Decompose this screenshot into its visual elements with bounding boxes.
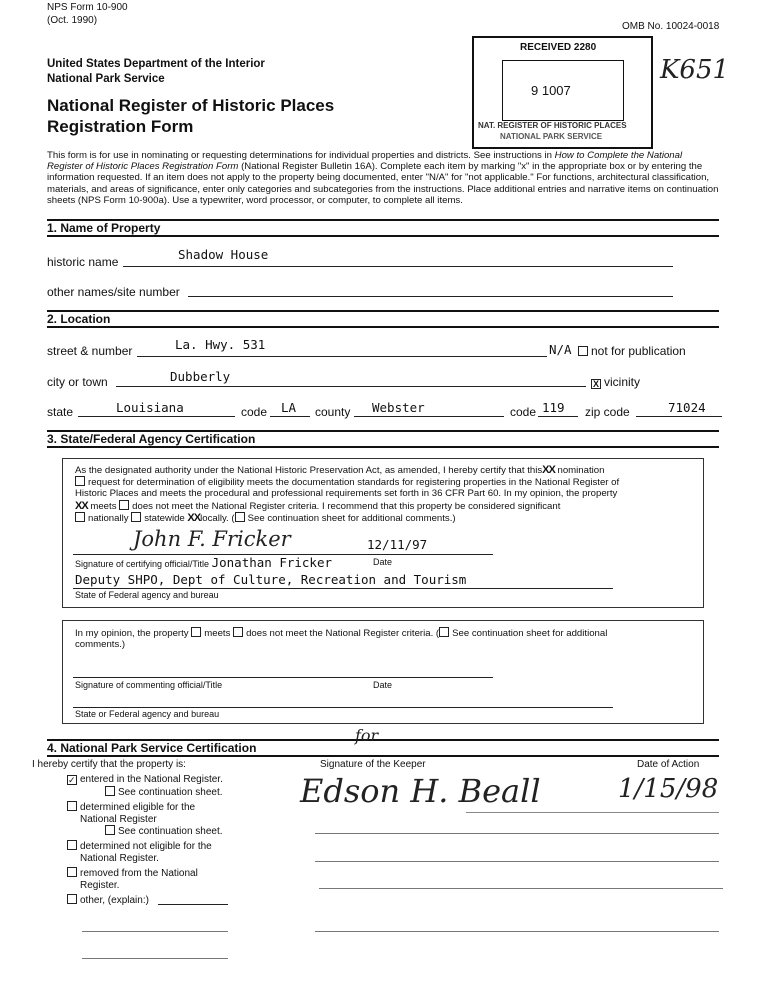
zip-field[interactable]: 71024 bbox=[668, 400, 706, 415]
signature-label: Signature of certifying official/Title Jonathan Fricker bbox=[75, 555, 333, 570]
agency: National Park Service bbox=[47, 73, 165, 85]
opinion-meets-checkbox[interactable] bbox=[191, 627, 201, 637]
page-title: National Register of Historic Places bbox=[47, 96, 335, 115]
form-number: NPS Form 10-900 bbox=[47, 2, 128, 13]
divider bbox=[47, 310, 719, 312]
instructions-bulletin-title: How to Complete the National Register of Historic Places Registration Form bbox=[47, 150, 683, 173]
county-code-label: code bbox=[510, 405, 537, 419]
explain-line bbox=[82, 931, 228, 932]
agency-label-2: State or Federal agency and bureau bbox=[75, 709, 220, 719]
omb-number: OMB No. 10024-0018 bbox=[622, 21, 720, 32]
date-label: Date bbox=[373, 557, 393, 567]
county-label: county bbox=[315, 405, 351, 419]
underline bbox=[78, 416, 235, 417]
stamp-date: 9 1007 bbox=[531, 83, 571, 98]
vicinity-checkbox[interactable] bbox=[591, 375, 640, 389]
certification-line-5: nationally statewide XXlocally. ( See continuation sheet for additional comments.) bbox=[75, 512, 456, 525]
stamp-line2: NATIONAL PARK SERVICE bbox=[500, 132, 603, 141]
section-4-title: 4. National Park Service Certification bbox=[47, 741, 257, 755]
street-label: street & number bbox=[47, 344, 133, 358]
commenting-official-box bbox=[62, 620, 704, 724]
certifying-signature: John F. Fricker bbox=[133, 527, 291, 551]
statewide-checkbox[interactable] bbox=[131, 512, 141, 522]
certification-date: 12/11/97 bbox=[367, 537, 428, 552]
see-continuation-checkbox[interactable] bbox=[235, 512, 245, 522]
opinion-line-2: comments.) bbox=[75, 639, 126, 650]
meets-mark[interactable]: XX bbox=[75, 500, 88, 512]
eligible-checkbox[interactable]: determined eligible for the National Register bbox=[67, 801, 195, 826]
for-note: for bbox=[355, 726, 379, 745]
agency-line bbox=[73, 707, 613, 708]
divider bbox=[47, 235, 719, 237]
historic-name-field[interactable]: Shadow House bbox=[178, 247, 269, 262]
instructions-text: This form is for use in nominating or requesting determinations for individual properties and districts. See instructions in bbox=[47, 150, 555, 161]
agency-bureau: Deputy SHPO, Dept of Culture, Recreation and Tourism bbox=[75, 572, 467, 587]
other-checkbox[interactable]: other, (explain:) bbox=[67, 894, 149, 906]
form-date: (Oct. 1990) bbox=[47, 15, 98, 26]
zip-label: zip code bbox=[585, 405, 630, 419]
received-stamp bbox=[472, 36, 653, 149]
stamp-line1: NAT. REGISTER OF HISTORIC PLACES bbox=[478, 121, 627, 130]
keeper-line bbox=[315, 833, 719, 834]
state-label: state bbox=[47, 405, 74, 419]
divider bbox=[47, 755, 719, 757]
department: United States Department of the Interior bbox=[47, 58, 265, 70]
opinion-continuation-checkbox[interactable] bbox=[439, 627, 449, 637]
not-eligible-checkbox[interactable]: determined not eligible for the National Register. bbox=[67, 840, 212, 865]
instructions bbox=[47, 150, 719, 206]
does-not-meet-checkbox[interactable] bbox=[119, 500, 129, 510]
section-2-title: 2. Location bbox=[47, 312, 111, 326]
city-field[interactable]: Dubberly bbox=[170, 369, 231, 384]
na-value: N/A bbox=[549, 342, 572, 357]
divider bbox=[47, 326, 719, 328]
explain-line bbox=[158, 904, 228, 905]
underline bbox=[354, 416, 504, 417]
page-subtitle: Registration Form bbox=[47, 117, 194, 136]
keeper-signature: Edson H. Beall bbox=[300, 772, 541, 810]
underline bbox=[270, 416, 310, 417]
state-code-label: code bbox=[241, 405, 268, 419]
certification-line-2: request for determination of eligibility meets the documentation standards for registering properties in the National Register of bbox=[75, 476, 619, 489]
nomination-mark[interactable]: XX bbox=[542, 464, 555, 476]
certification-line-1: As the designated authority under the National Historic Preservation Act, as amended, I hereby certify that thisXX nomination bbox=[75, 464, 605, 476]
section-1-title: 1. Name of Property bbox=[47, 221, 161, 235]
certification-line-4: XX meets does not meet the National Register criteria. I recommend that this property be considered significant bbox=[75, 500, 561, 512]
certify-intro: I hereby certify that the property is: bbox=[32, 759, 186, 770]
handwritten-number: K651 bbox=[660, 55, 730, 85]
state-code-field[interactable]: LA bbox=[281, 400, 297, 415]
underline bbox=[137, 356, 547, 357]
not-for-publication-label: not for publication bbox=[591, 344, 686, 358]
vicinity-mark: X bbox=[592, 379, 599, 389]
see-continuation-checkbox-1[interactable]: See continuation sheet. bbox=[105, 786, 223, 798]
underline bbox=[188, 296, 673, 297]
section-3-title: 3. State/Federal Agency Certification bbox=[47, 432, 256, 446]
stamp-received: RECEIVED 2280 bbox=[520, 42, 597, 53]
divider bbox=[47, 446, 719, 448]
date-of-action-label: Date of Action bbox=[637, 759, 700, 770]
opinion-does-not-meet-checkbox[interactable] bbox=[233, 627, 243, 637]
county-code-field[interactable]: 119 bbox=[542, 400, 565, 415]
vicinity-label: vicinity bbox=[604, 375, 641, 389]
official-name: Jonathan Fricker bbox=[211, 555, 333, 570]
see-continuation-checkbox-2[interactable]: See continuation sheet. bbox=[105, 825, 223, 837]
entered-checkbox[interactable]: ✓ entered in the National Register. bbox=[68, 774, 223, 785]
keeper-label: Signature of the Keeper bbox=[320, 759, 426, 770]
opinion-line-1: In my opinion, the property meets does not meet the National Register criteria. ( See continuation sheet for additional bbox=[75, 628, 608, 639]
other-names-label: other names/site number bbox=[47, 285, 180, 299]
state-certification-box bbox=[62, 458, 704, 608]
county-field[interactable]: Webster bbox=[372, 400, 425, 415]
removed-checkbox[interactable]: removed from the National Register. bbox=[67, 867, 198, 892]
commenting-label: Signature of commenting official/Title bbox=[75, 680, 223, 690]
instructions-text-2: (National Register Bulletin 16A). Complete each item by marking "x" in the appropriate box or by entering the information requested. If an item does not apply to the property being documented, enter "N/A" for "not applicable." For functions, architectural classification, materials, and areas of significance, enter only categories and subcategories from the instructions. Place additional entries and narrative items on continuation sheets (NPS Form 10-900a). Use a typewriter, word processor, or computer, to complete all items. bbox=[47, 161, 719, 206]
underline bbox=[636, 416, 722, 417]
keeper-line bbox=[315, 861, 719, 862]
action-date: 1/15/98 bbox=[618, 774, 719, 804]
explain-line bbox=[82, 958, 228, 959]
certification-line-3: Historic Places and meets the procedural and professional requirements set forth in 36 CFR Part 60. In my opinion, the property bbox=[75, 488, 618, 499]
historic-name-label: historic name bbox=[47, 255, 119, 269]
keeper-line bbox=[319, 888, 723, 889]
stamp-date-box bbox=[502, 60, 624, 121]
agency-label: State of Federal agency and bureau bbox=[75, 590, 219, 600]
underline bbox=[123, 266, 673, 267]
street-field[interactable]: La. Hwy. 531 bbox=[175, 337, 266, 352]
keeper-signature-line bbox=[466, 812, 719, 813]
state-field[interactable]: Louisiana bbox=[116, 400, 184, 415]
locally-mark[interactable]: XX bbox=[187, 512, 201, 524]
check-icon: ✓ bbox=[68, 775, 76, 785]
agency-line bbox=[73, 588, 613, 589]
underline bbox=[538, 416, 578, 417]
nationally-checkbox[interactable] bbox=[75, 512, 85, 522]
not-for-publication-checkbox[interactable] bbox=[578, 344, 686, 358]
signature-line bbox=[73, 677, 493, 678]
city-label: city or town bbox=[47, 375, 108, 389]
request-checkbox[interactable] bbox=[75, 476, 85, 486]
underline bbox=[116, 386, 586, 387]
keeper-line bbox=[315, 931, 719, 932]
date-label-2: Date bbox=[373, 680, 393, 690]
